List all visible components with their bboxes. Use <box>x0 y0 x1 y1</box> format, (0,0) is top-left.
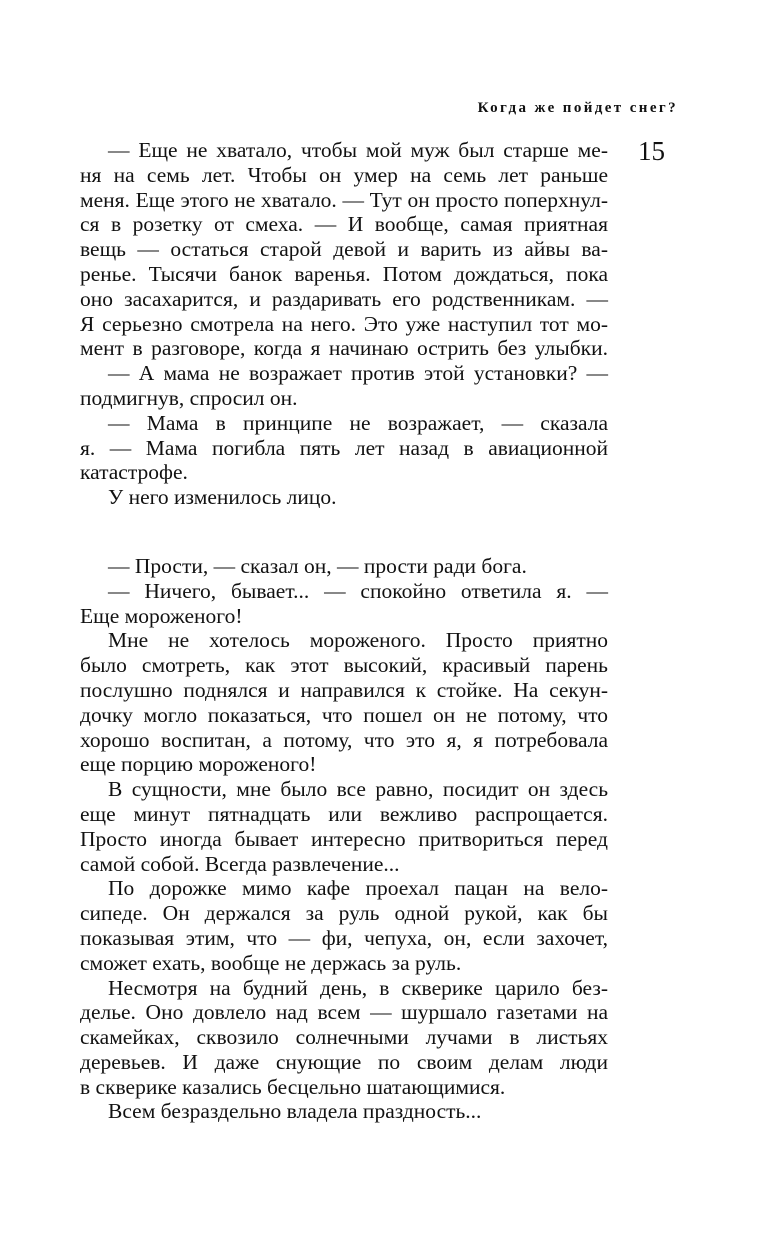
text-line: Просто иногда бывает интересно притвориться перед <box>80 826 608 851</box>
text-line: дочку могло показаться, что пошел он не потому, что <box>80 702 608 727</box>
text-line: делье. Оно довлело над всем — шуршало газетами на <box>80 1000 608 1025</box>
text-line: Несмотря на будний день, в скверике царило без- <box>108 975 608 1000</box>
running-head: Когда же пойдет снег? <box>477 100 678 116</box>
paragraph <box>80 976 608 1100</box>
text-line: По дорожке мимо кафе проехал пацан на вело- <box>108 876 608 901</box>
text-line: ня на семь лет. Чтобы он умер на семь лет раньше <box>80 162 608 187</box>
page-number: 15 <box>638 136 665 166</box>
paragraph <box>80 579 608 629</box>
text-line: — А мама не возражает против этой установки? — <box>108 361 608 386</box>
text-line: мент в разговоре, когда я начинаю острить без улыбки. <box>80 336 608 361</box>
text-line: — Мама в принципе не возражает, — сказала <box>108 410 608 435</box>
text-line: — Прости, — сказал он, — прости ради бога. <box>108 553 527 578</box>
text-line: ся в розетку от смеха. — И вообще, самая приятная <box>80 212 608 237</box>
text-line: еще порцию мороженого! <box>80 752 317 777</box>
paragraph <box>80 411 608 485</box>
text-line: подмигнув, спросил он. <box>80 385 298 410</box>
text-line: — Еще не хватало, чтобы мой муж был старше ме- <box>108 138 608 162</box>
paragraph <box>80 361 608 411</box>
text-line: У него изменилось лицо. <box>108 485 337 510</box>
text-line: Я серьезно смотрела на него. Это уже наступил тот мо- <box>80 311 608 336</box>
text-line: Еще мороженого! <box>80 603 243 628</box>
text-line: меня. Еще этого не хватало. — Тут он просто поперхнул- <box>80 187 608 212</box>
body-text <box>80 138 608 1124</box>
text-line: ренье. Тысячи банок варенья. Потом дождаться, пока <box>80 261 608 286</box>
text-line: хорошо воспитан, а потому, что это я, я потребовала <box>80 727 608 752</box>
text-line: катастрофе. <box>80 460 188 485</box>
paragraph <box>80 628 608 777</box>
text-line: скамейках, сквозило солнечными лучами в листьях <box>80 1025 608 1050</box>
text-line: Мне не хотелось мороженого. Просто приятно <box>108 628 608 653</box>
paragraph <box>80 485 608 510</box>
text-line: Всем безраздельно владела праздность... <box>108 1099 482 1124</box>
text-line: самой собой. Всегда развлечение... <box>80 851 400 876</box>
text-line: оно засахарится, и раздаривать его родственникам. — <box>80 286 608 311</box>
text-line: я. — Мама погибла пять лет назад в авиационной <box>80 435 608 460</box>
text-line: деревьев. И даже снующие по своим делам люди <box>80 1049 608 1074</box>
text-line: в скверике казались бесцельно шатающимися. <box>80 1074 506 1099</box>
text-line: было смотреть, как этот высокий, красивый парень <box>80 653 608 678</box>
text-line: показывая этим, что — фи, чепуха, он, если захочет, <box>80 925 608 950</box>
paragraph <box>80 777 608 876</box>
text-line: В сущности, мне было все равно, посидит он здесь <box>108 777 608 802</box>
text-line: еще минут пятнадцать или вежливо распрощается. <box>80 801 608 826</box>
section-break <box>80 510 608 554</box>
paragraph <box>80 138 608 361</box>
text-line: сможет ехать, вообще не держась за руль. <box>80 950 462 975</box>
text-line: сипеде. Он держался за руль одной рукой, как бы <box>80 901 608 926</box>
text-line: — Ничего, бывает... — спокойно ответила я. — <box>108 578 608 603</box>
text-line: вещь — остаться старой девой и варить из айвы ва- <box>80 237 608 262</box>
text-line: послушно поднялся и направился к стойке. На секун- <box>80 677 608 702</box>
paragraph <box>80 554 608 579</box>
paragraph <box>80 1099 608 1124</box>
paragraph <box>80 876 608 975</box>
